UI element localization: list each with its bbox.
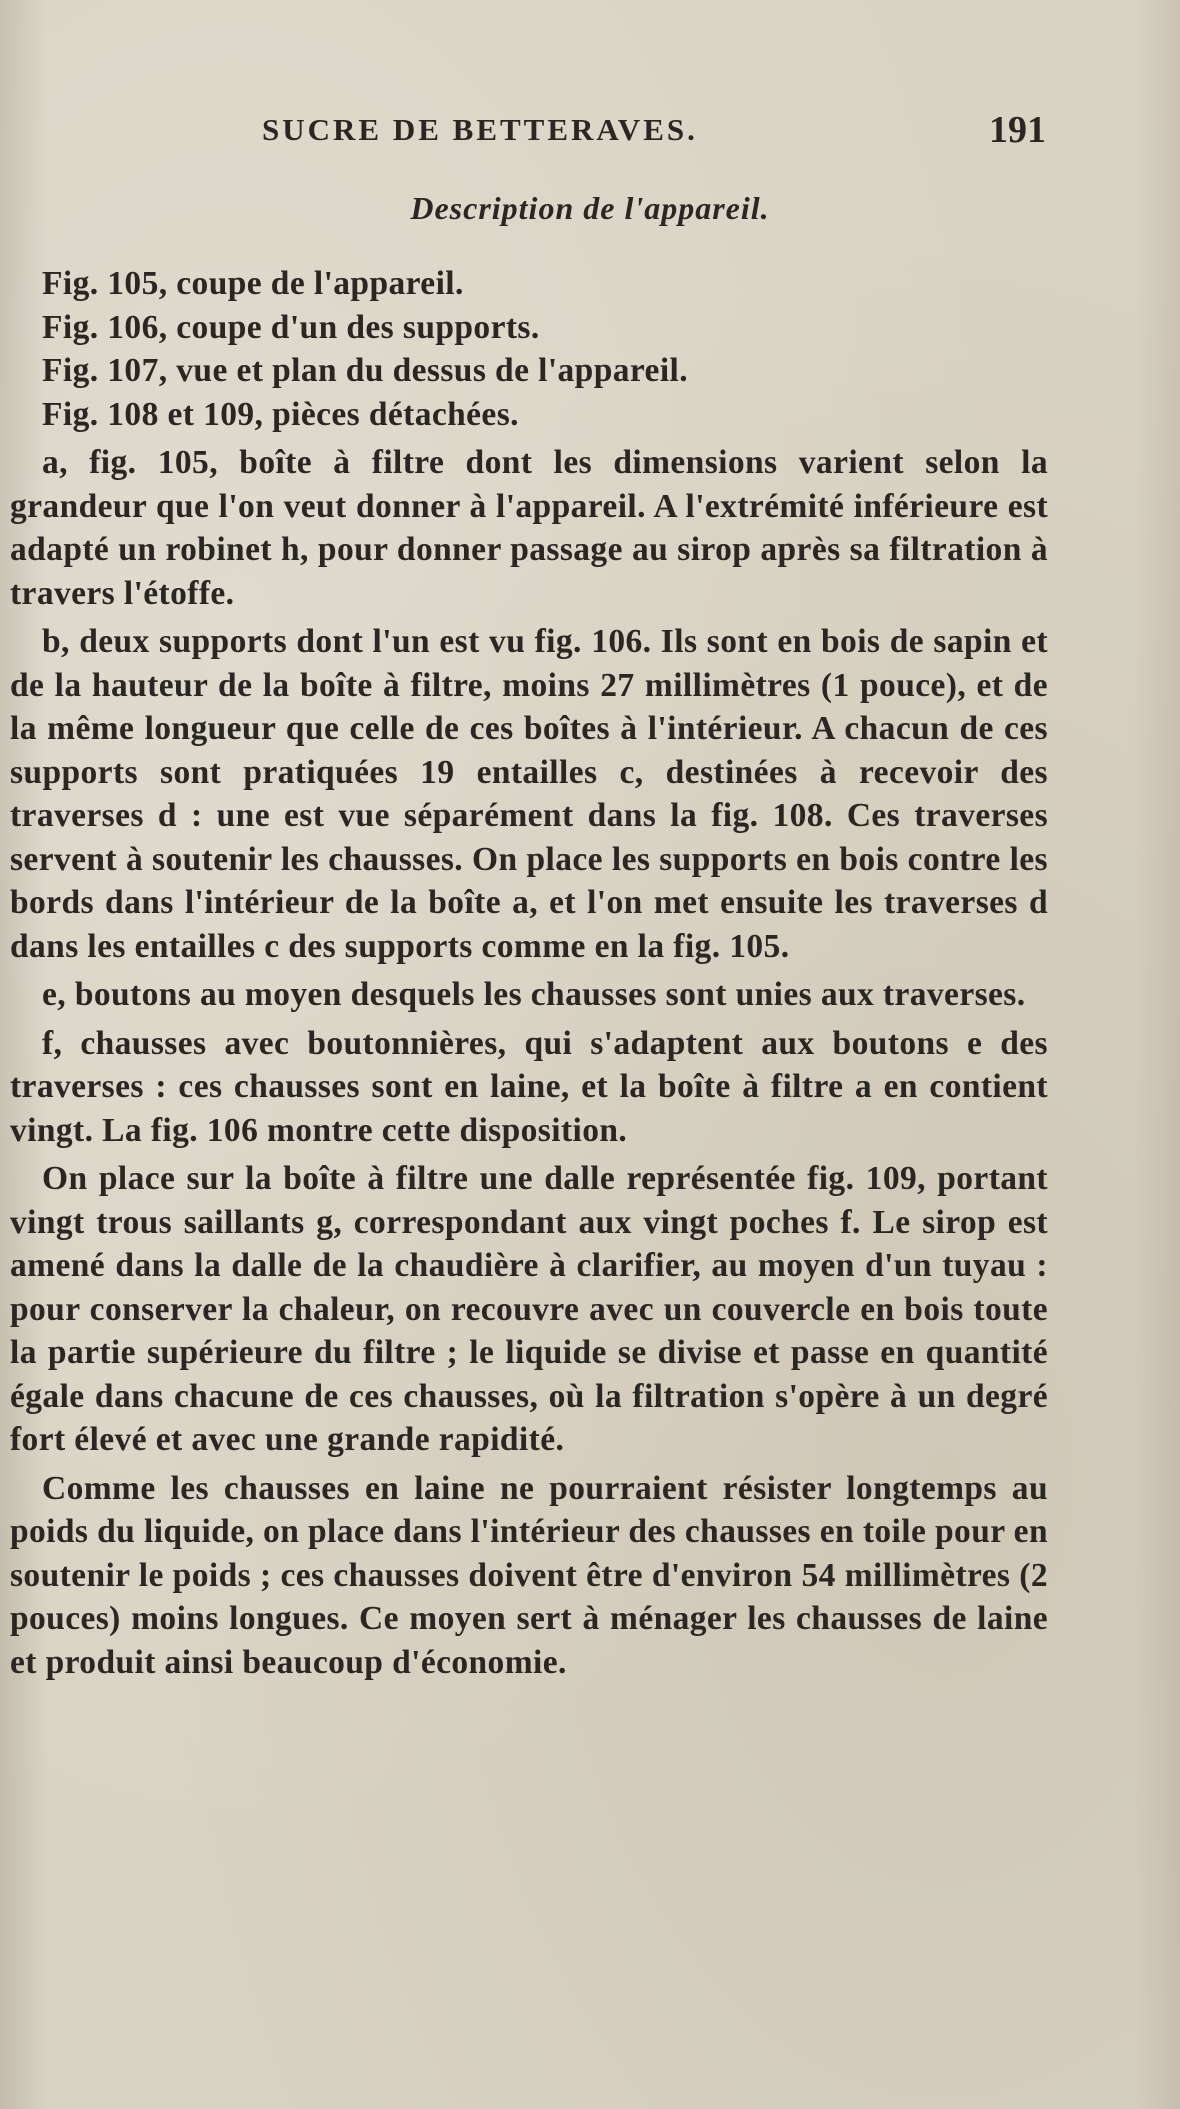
figure-item: Fig. 108 et 109, pièces détachées. [42, 395, 519, 433]
page-body [10, 262, 1048, 1684]
paragraph-dalle: On place sur la boîte à filtre une dalle représentée fig. 109, portant vingt trous saillants g, correspondant aux vingt poches f. Le sirop est amené dans la dalle de la chaudière à clarifier, au moyen d'un tuyau : pour conserver la chaleur, on recouvre avec un couvercle en bois toute la partie supérieure du filtre ; le liquide se divise et passe en quantité égale dans chacune de ces chausses, où la filtration s'opère à un degré fort élevé et avec une grande rapidité. [10, 1160, 1048, 1458]
running-head [262, 109, 1046, 162]
figure-item: Fig. 107, vue et plan du dessus de l'appareil. [42, 352, 689, 389]
running-title: SUCRE DE BETTERAVES. [262, 112, 698, 147]
paragraph-a: a, fig. 105, boîte à filtre dont les dimensions varient selon la grandeur que l'on veut donner à l'appareil. A l'extrémité inférieure est adapté un robinet h, pour donner passage au sirop après sa filtration à travers l'étoffe. [10, 444, 1048, 612]
figure-list [42, 262, 1048, 436]
paragraph-f: f, chausses avec boutonnières, qui s'adaptent aux boutons e des traverses : ces chausses sont en laine, et la boîte à filtre a en contient vingt. La fig. 106 montre cette disposition. [10, 1024, 1048, 1149]
figure-item: Fig. 105, coupe de l'appareil. [42, 265, 464, 302]
page-number: 191 [989, 109, 1046, 151]
section-title: Description de l'appareil. [410, 190, 770, 226]
paragraph-chausses: Comme les chausses en laine ne pourraient résister longtemps au poids du liquide, on place dans l'intérieur des chausses en toile pour en soutenir le poids ; ces chausses doivent être d'environ 54 millimètres (2 pouces) moins longues. Ce moyen sert à ménager les chausses de laine et produit ainsi beaucoup d'économie. [10, 1469, 1048, 1681]
paragraph-b: b, deux supports dont l'un est vu fig. 106. Ils sont en bois de sapin et de la hauteur de la boîte à filtre, moins 27 millimètres (1 pouce), et de la même longueur que celle de ces boîtes à l'intérieur. A chacun de ces supports sont pratiquées 19 entailles c, destinées à recevoir des traverses d : une est vue séparément dans la fig. 108. Ces traverses servent à soutenir les chausses. On place les supports en bois contre les bords dans l'intérieur de la boîte a, et l'on met ensuite les traverses d dans les entailles c des supports comme en la fig. 105. [10, 623, 1048, 965]
paragraph-e: e, boutons au moyen desquels les chausses sont unies aux traverses. [42, 976, 1026, 1013]
figure-item: Fig. 106, coupe d'un des supports. [42, 308, 540, 346]
